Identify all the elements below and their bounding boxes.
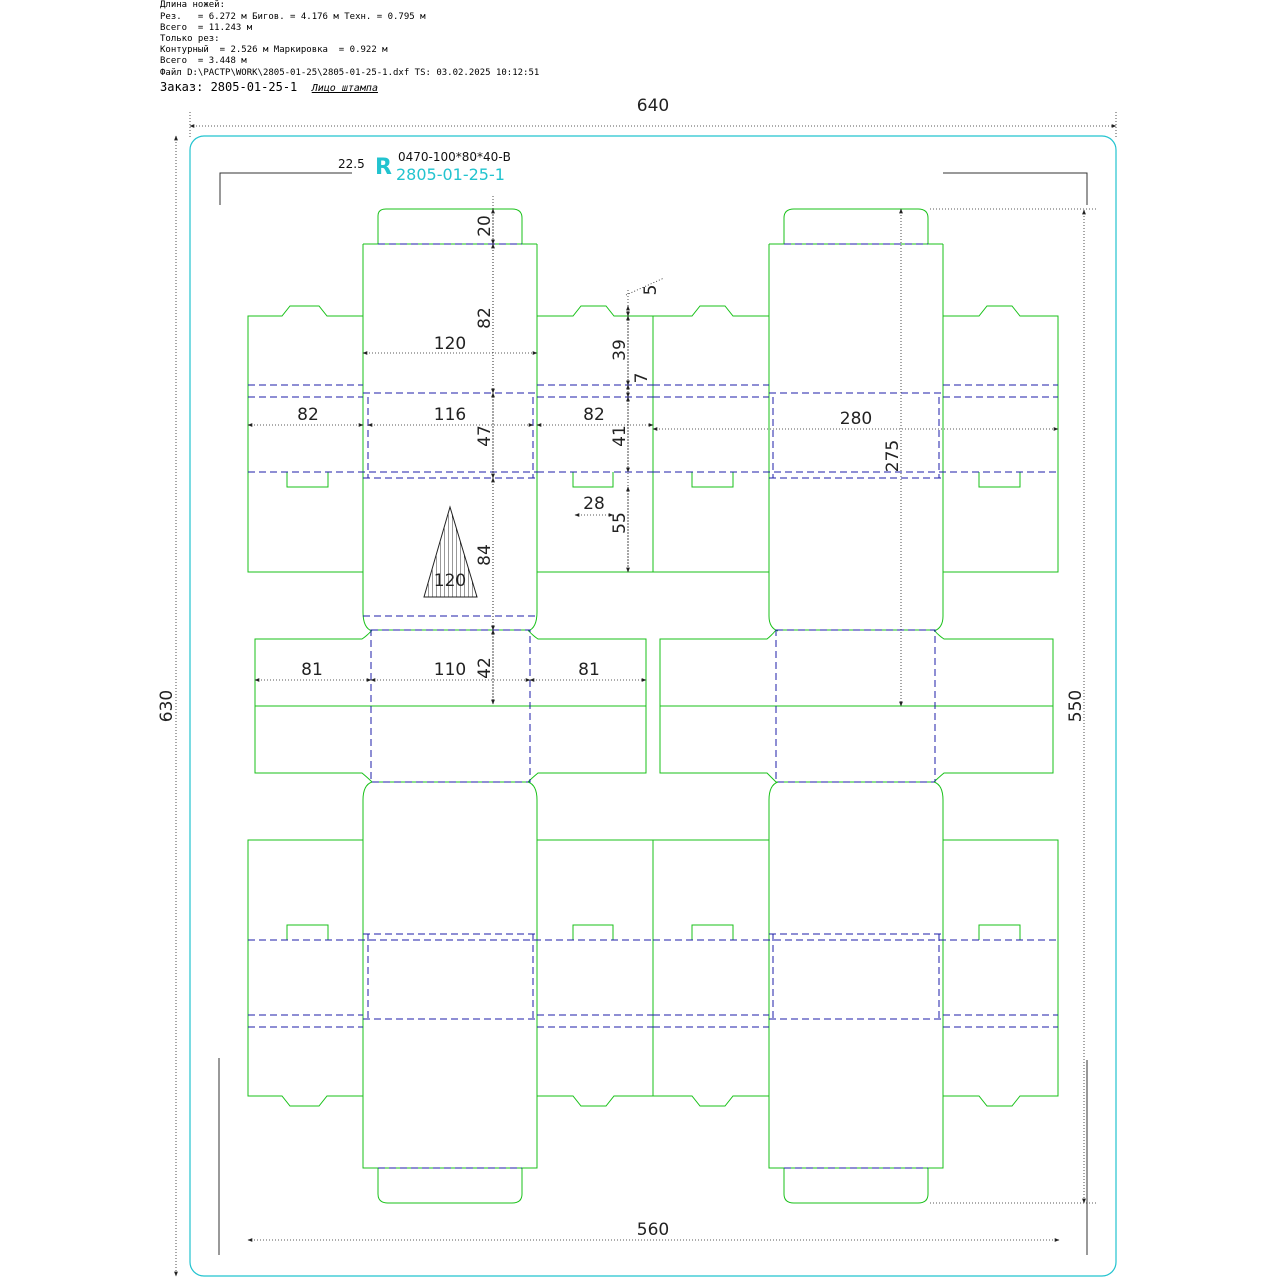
overall-width-label: 640 xyxy=(636,96,670,116)
bottom-panel-row xyxy=(255,630,1053,782)
header-contour-marking: Контурный = 2.526 м Маркировка = 0.922 м xyxy=(160,45,388,55)
lock-slot-left-1 xyxy=(287,472,328,487)
header-cut-only-title: Только рез: xyxy=(160,34,220,44)
mid-right-top xyxy=(653,306,769,316)
dim-120: 120 xyxy=(433,334,467,354)
lock-slot-mid-2 xyxy=(692,472,733,487)
left-panel-3 xyxy=(248,840,363,1106)
dim-82-vertical: 82 xyxy=(475,307,495,329)
order-side: Лицо штампа xyxy=(311,83,378,94)
dim-110: 110 xyxy=(433,660,467,680)
tuck-flap-bottom-3 xyxy=(378,1168,522,1203)
header-total: Всего = 11.243 м xyxy=(160,23,253,33)
dim-116: 116 xyxy=(433,405,467,425)
dim-120-inner: 120 xyxy=(433,571,467,591)
dim-84: 84 xyxy=(475,544,495,566)
dim-41: 41 xyxy=(610,425,630,447)
dim-7: 7 xyxy=(632,372,652,384)
dim-20: 20 xyxy=(475,215,495,237)
stamp-logo-icon: R xyxy=(375,155,392,180)
right-panel-2 xyxy=(943,306,1058,572)
tuck-flap-top-1 xyxy=(378,209,522,244)
tuck-flap-bottom-4 xyxy=(784,1168,928,1203)
dim-39: 39 xyxy=(610,339,630,361)
layout-width-label: 560 xyxy=(636,1220,670,1240)
header-cut-total: Всего = 3.448 м xyxy=(160,56,247,66)
carton-3 xyxy=(248,782,653,1203)
dim-81-left: 81 xyxy=(301,660,323,680)
corner-mark-tl xyxy=(220,173,352,205)
stamp-order: 2805-01-25-1 xyxy=(396,165,505,184)
carton-4 xyxy=(653,782,1058,1203)
dim-47: 47 xyxy=(475,425,495,447)
mid-panel-3 xyxy=(537,840,653,1106)
dim-28: 28 xyxy=(583,494,605,514)
overall-height-label: 630 xyxy=(157,689,177,723)
layout-height-label: 550 xyxy=(1066,689,1086,723)
panel-front-3 xyxy=(363,782,537,1168)
corner-mark-tr xyxy=(943,173,1087,205)
dim-81-right: 81 xyxy=(578,660,600,680)
header-file-path: Файл D:\РАСТР\WORK\2805-01-25\2805-01-25-1.dxf TS: 03.02.2025 10:12:51 xyxy=(160,68,540,78)
order-label: Заказ: 2805-01-25-1 xyxy=(160,80,298,94)
panel-front-4 xyxy=(769,782,943,1168)
header-blade-lengths: Рез. = 6.272 м Бигов. = 4.176 м Техн. = 0.795 м xyxy=(160,12,426,22)
lock-slot-right-2 xyxy=(979,472,1020,487)
stamp-offset: 22.5 xyxy=(338,157,365,171)
left-panel-1 xyxy=(248,306,363,572)
right-panel-4 xyxy=(943,840,1058,1106)
dim-42: 42 xyxy=(475,657,495,679)
dim-82-left: 82 xyxy=(297,405,319,425)
dim-82-mid: 82 xyxy=(583,405,605,425)
dim-275: 275 xyxy=(883,439,903,473)
header-blade-length-title: Длина ножей: xyxy=(160,0,226,10)
tuck-flap-top-2 xyxy=(784,209,928,244)
dim-280: 280 xyxy=(839,409,873,429)
mid-panel-1 xyxy=(537,306,653,572)
stamp-title: 0470-100*80*40-В xyxy=(398,150,511,164)
panel-front-2 xyxy=(769,244,943,631)
dim-55: 55 xyxy=(610,512,630,534)
dim-5: 5 xyxy=(641,284,661,296)
lock-slot-mid-1 xyxy=(573,472,613,487)
